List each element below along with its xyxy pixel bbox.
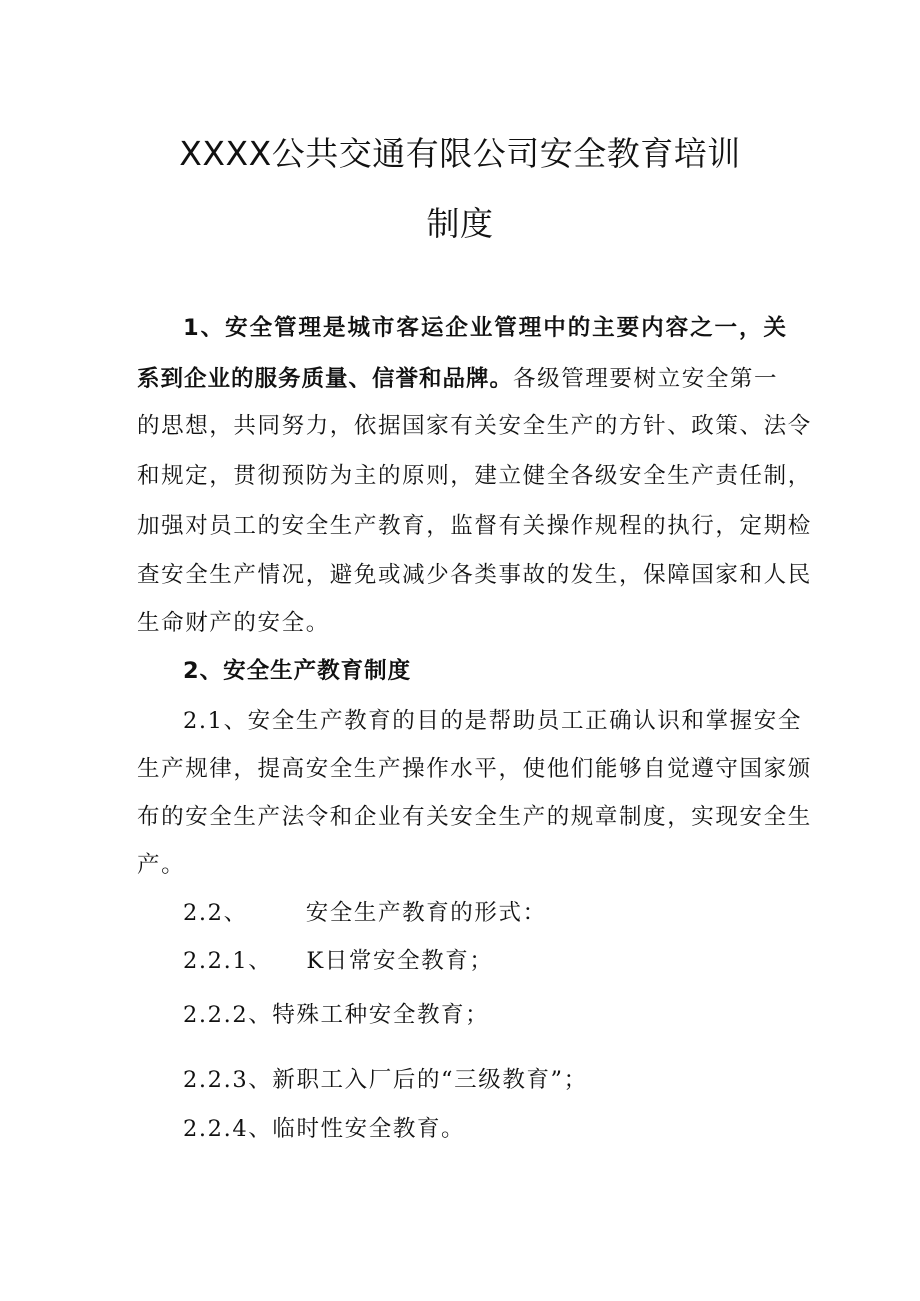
section-2-2-number: 2.2、 [183,900,248,926]
document-title-line-1: XXXX公共交通有限公司安全教育培训 [179,134,741,173]
section-2-2-line [183,898,787,928]
section-2-2-1-line [183,946,787,976]
section-2-1-line-4: 产。 [137,852,186,878]
section-2-2-4-line: 2.2.4、临时性安全教育。 [183,1116,466,1142]
section-1-bold-line-2: 系到企业的服务质量、信誉和品牌。 [137,366,514,392]
section-2-2-1-text: K日常安全教育； [306,948,494,974]
section-1-line-7: 生命财产的安全。 [137,610,330,636]
section-1-line-3: 的思想，共同努力，依据国家有关安全生产的方针、政策、法令 [137,413,812,439]
section-2-2-2-line: 2.2.2、特殊工种安全教育； [183,1002,490,1028]
section-1-line-6: 查安全生产情况，避免或减少各类事故的发生，保障国家和人民 [137,562,812,588]
section-1-line-5: 加强对员工的安全生产教育，监督有关操作规程的执行，定期检 [137,513,812,539]
section-2-heading: 2、安全生产教育制度 [183,658,412,684]
section-2-1-line-1: 2.1、安全生产教育的目的是帮助员工正确认识和掌握安全 [183,708,802,734]
section-2-1-line-2: 生产规律，提高安全生产操作水平，使他们能够自觉遵守国家颁 [137,756,812,782]
section-1-line-4: 和规定，贯彻预防为主的原则，建立健全各级安全生产责任制， [137,463,812,489]
section-1-line-2-rest: 各级管理要树立安全第一 [513,366,779,392]
section-1-line-2 [137,364,787,394]
document-title-line-2: 制度 [426,204,494,243]
section-2-2-text: 安全生产教育的形式： [305,900,547,926]
section-1-bold-line-1: 1、安全管理是城市客运企业管理中的主要内容之一，关 [183,315,787,341]
section-2-1-line-3: 布的安全生产法令和企业有关安全生产的规章制度，实现安全生 [137,804,812,830]
section-2-2-1-number: 2.2.1、 [183,948,273,974]
section-2-2-3-line: 2.2.3、新职工入厂后的“三级教育”； [183,1067,588,1093]
